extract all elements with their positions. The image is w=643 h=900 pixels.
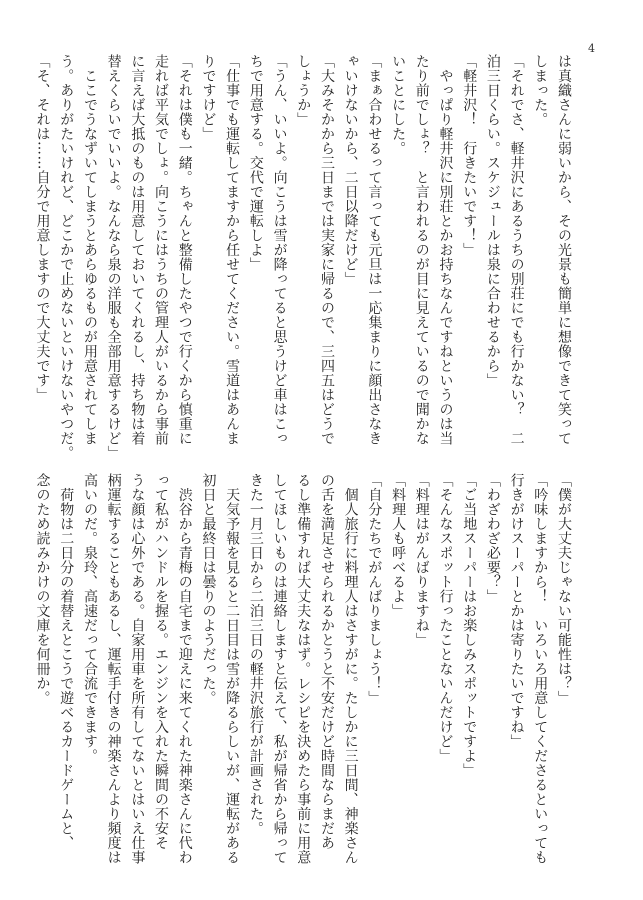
text-line: 「わざわざ必要？」 [484, 473, 501, 604]
text-line: 柄運転することもあるし、運転手付きの神楽さんより頻度は [105, 473, 122, 865]
text-line: 泊三日くらい。スケジュールは泉に合わせるから」 [484, 54, 501, 388]
text-line: ゃいけないから、二日以降だけど」 [342, 54, 359, 286]
text-line: 渋谷から青梅の自宅まで迎えに来てくれた神楽さんに代わ [176, 473, 193, 865]
page-number: 4 [588, 42, 595, 55]
text-line: 「それは僕も一緒。ちゃんと整備したやつで行くから慎重に [176, 54, 193, 446]
text-line: してほしいものは連絡しますと伝えて、私が帰省から帰って [271, 473, 288, 865]
text-line: 天気予報を見ると二日目は雪が降るらしいが、運転がある [224, 473, 241, 865]
text-line: は真織さんに弱いから、その光景も簡単に想像できて笑って [556, 54, 572, 446]
text-line: 「まぁ合わせるって言っても元旦は一応集まりに顔出さなき [366, 54, 383, 446]
text-line: 「そんなスポット行ったことないんだけど」 [437, 473, 454, 763]
text-line: たり前でしょ？ と言われるのが目に見えているので聞かな [413, 54, 430, 446]
text-line: 初日と最終日は曇りのようだった。 [200, 473, 217, 705]
text-line: 行きがけスーパーとかは寄りたいですね」 [508, 473, 525, 749]
text-line: 「うん、いいよ。向こうは雪が降ってると思うけど車はこっ [271, 54, 288, 446]
text-line: 「僕が大丈夫じゃない可能性は？」 [556, 473, 572, 705]
text-line: 念のため読みかけの文庫を何冊か。 [34, 473, 51, 705]
text-line: 「軽井沢！ 行きたいです！」 [461, 54, 478, 257]
upper-text-block [34, 54, 575, 460]
text-line: 「自分たちでがんばりましょう！」 [366, 473, 383, 705]
text-line: 「仕事でも運転してますから任せてください。雪道はあんま [224, 54, 241, 446]
text-line: きた一月三日から二泊三日の軽井沢旅行が計画された。 [247, 473, 264, 836]
text-line: 「料理はがんばりますね」 [413, 473, 430, 647]
text-line: ここでうなずいてしまうとあらゆるものが用意されてしま [81, 54, 98, 446]
text-line: やっぱり軽井沢に別荘とかお持ちなんですねというのは当 [437, 54, 454, 446]
text-line: 「吟味しますから！ いろいろ用意してくださるといっても [532, 473, 549, 865]
text-line: ちで用意する。交代で運転しよ」 [247, 54, 264, 272]
lower-text-block [34, 473, 575, 865]
text-line: 「ご当地スーパーはお楽しみスポットですよ」 [461, 473, 478, 778]
text-line: 走れば平気でしょ。向こうにはうちの管理人がいるから事前 [153, 54, 170, 446]
text-line: いことにした。 [390, 54, 407, 156]
text-line: しょうか」 [295, 54, 312, 127]
text-line: 「料理人も呼べるよ」 [390, 473, 407, 618]
text-line: 高いのだ。泉玲、高速だって合流できます。 [81, 473, 98, 763]
text-line: 替えくらいでいいよ。なんなら泉の洋服も全部用意するけど」 [105, 54, 122, 460]
text-line: う。ありがたいけれど、どこかで止めないといけないやつだ。 [58, 54, 75, 460]
text-line: うな顔は心外である。自家用車を所有してないとはいえ仕事 [129, 473, 146, 865]
text-line: 「大みそかから三日までは実家に帰るので、三四五はどうで [318, 54, 335, 446]
text-line: に言えば大抵のものは用意しておいてくれるし、持ち物は着 [129, 54, 146, 446]
text-line: りですけど」 [200, 54, 217, 141]
text-line: るし準備すれば大丈夫なはず。レシピを決めたら事前に用意 [295, 473, 312, 865]
text-line: って私がハンドルを握る。エンジンを入れた瞬間の不安そ [153, 473, 170, 850]
text-line: 「それでさ、軽井沢にあるうちの別荘にでも行かない？ 二 [508, 54, 525, 446]
text-line: 「そ、それは……自分で用意しますので大丈夫です」 [34, 54, 51, 402]
text-line: 荷物は二日分の着替えとこうで遊べるカードゲームと、 [58, 473, 75, 850]
text-line: しまった。 [532, 54, 549, 127]
text-line: の舌を満足させられるかとうと不安だけど時間ならまだあ [318, 473, 335, 850]
text-line: 個人旅行に料理人はさすがに。たしかに三日間、神楽さん [342, 473, 359, 865]
